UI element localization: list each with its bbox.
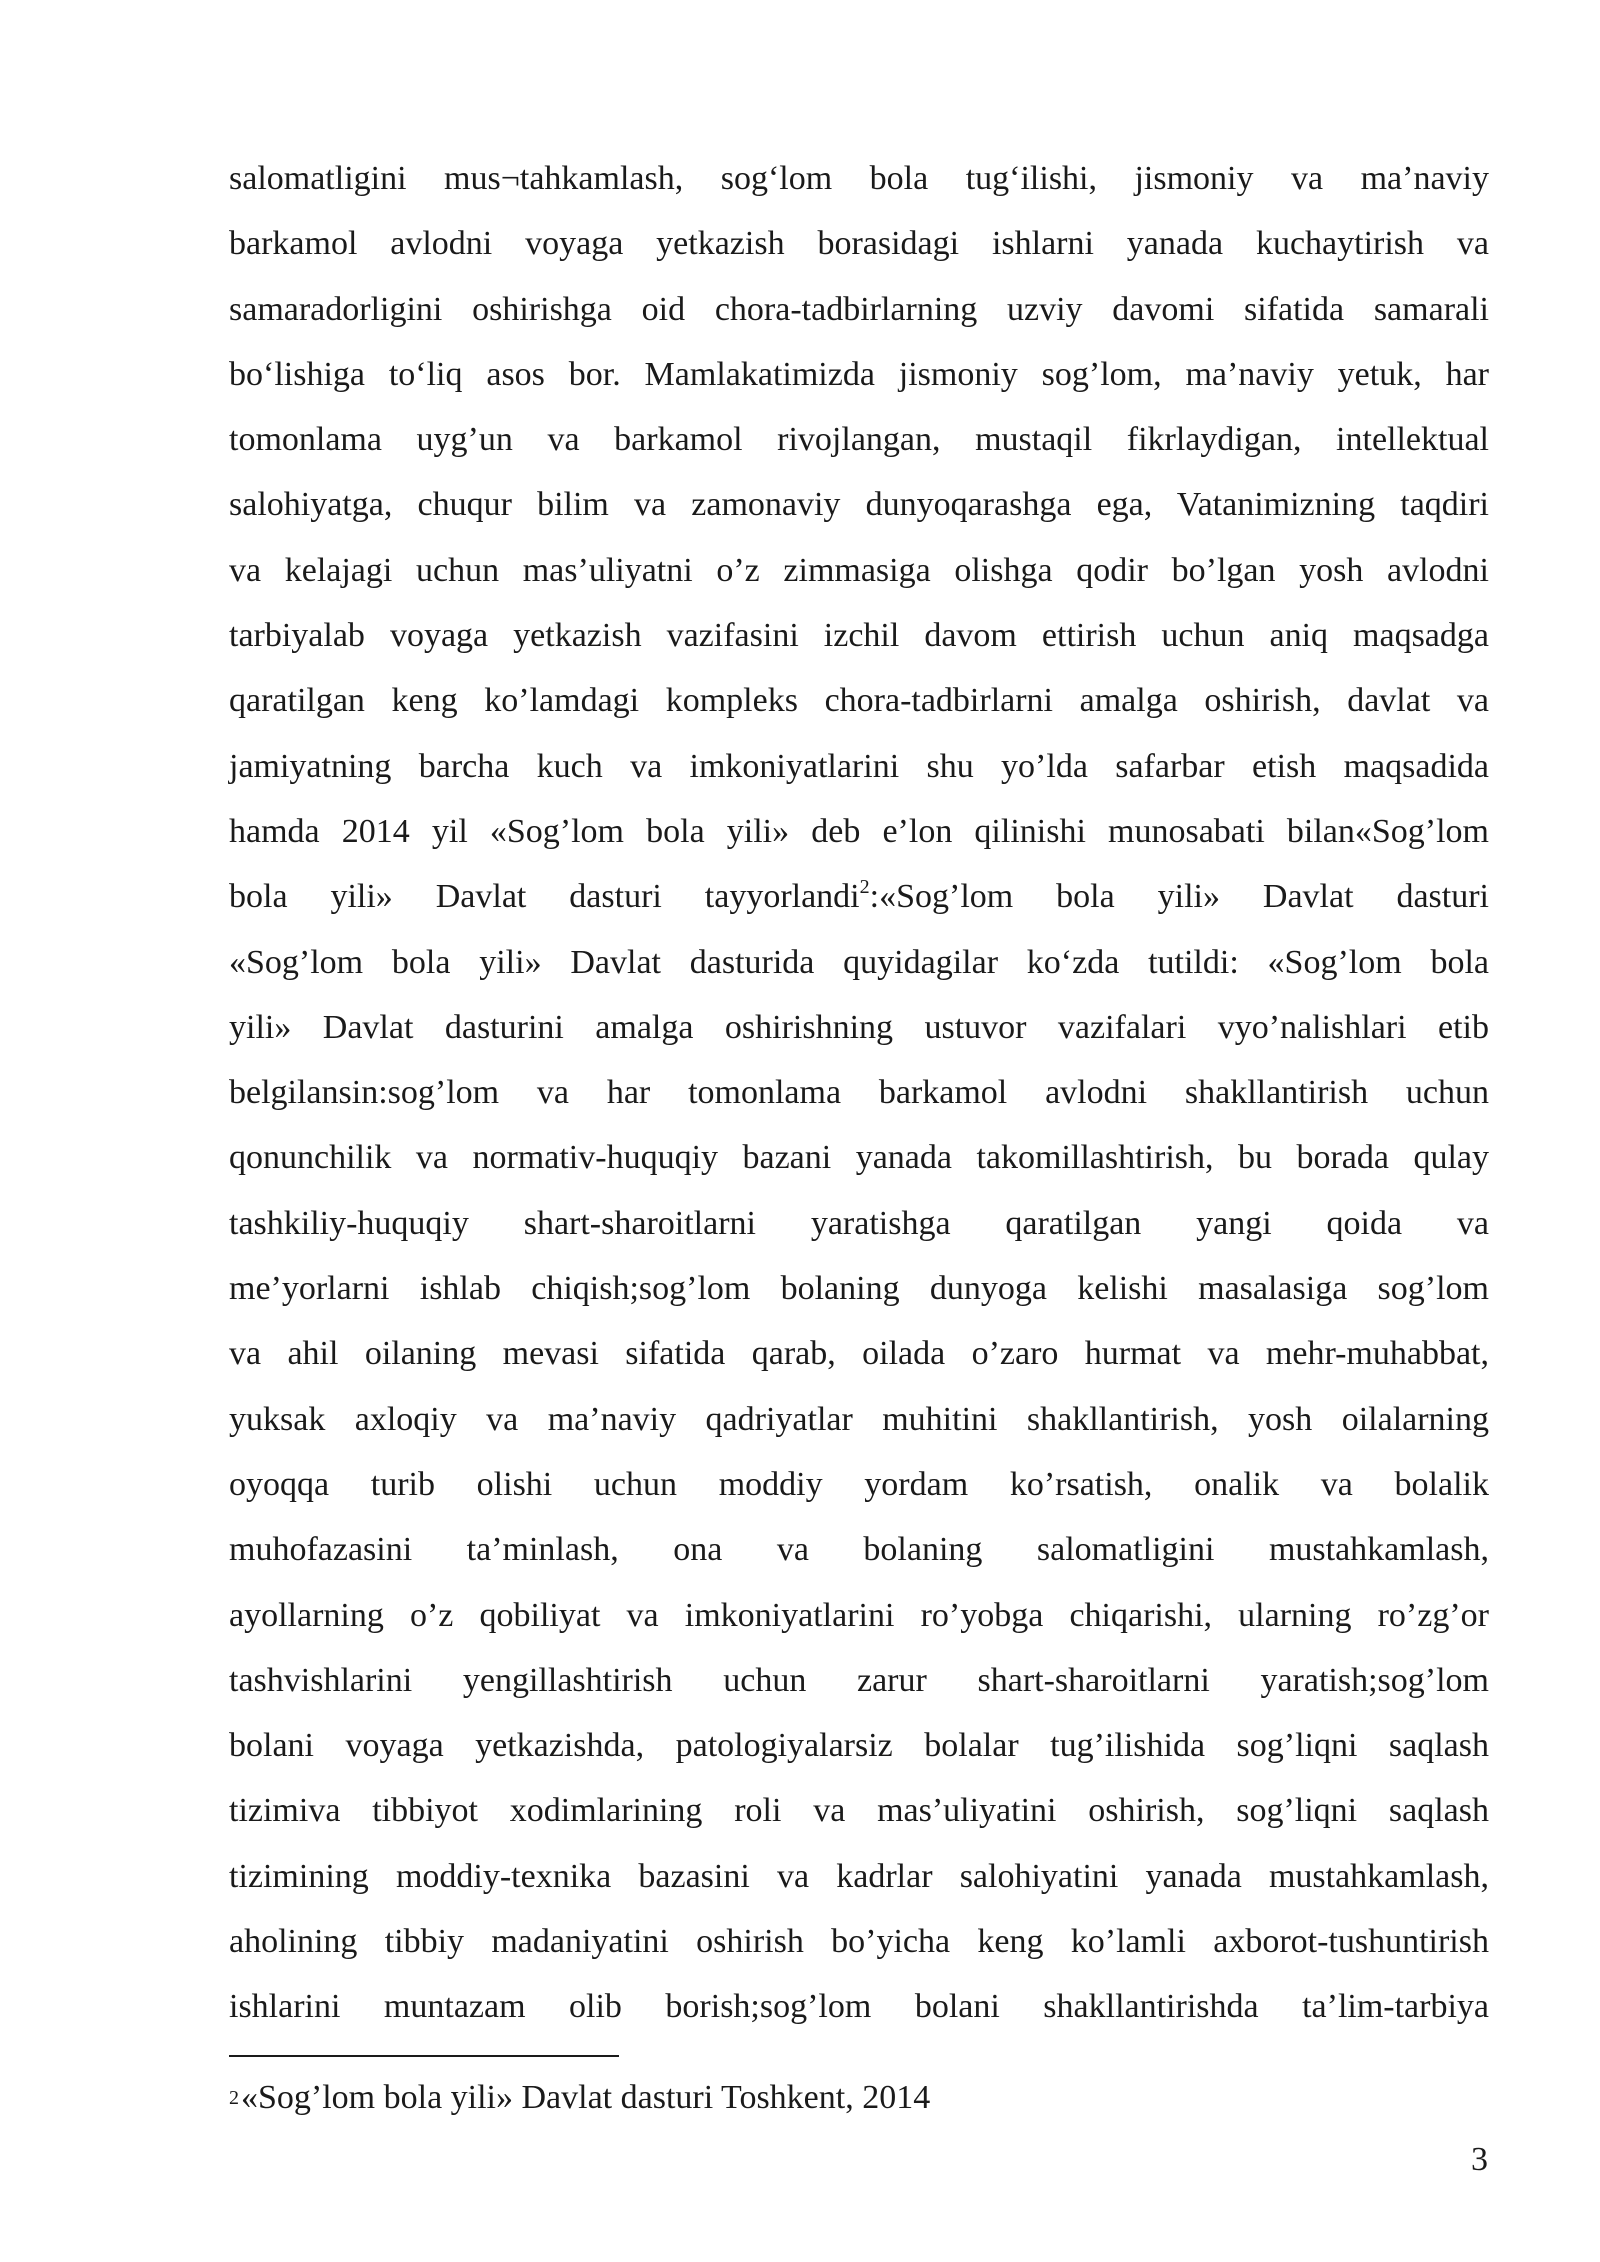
text-line: hamda 2014 yil «Sog’lom bola yili» deb e’lon qilinishi munosabati bilan«Sog’lom (229, 812, 1489, 850)
text-line: «Sog’lom bola yili» Davlat dasturida quyidagilar ko‘zda tutildi: «Sog’lom bola (229, 943, 1489, 981)
text-segment: :«Sog’lom bola yili» Davlat dasturi (869, 878, 1489, 916)
footnote-separator (229, 2055, 619, 2057)
footnote-mark: 2 (229, 2087, 239, 2109)
text-line: samaradorligini oshirishga oid chora-tadbirlarning uzviy davomi sifatida samarali (229, 290, 1489, 328)
body-text (229, 146, 1489, 2040)
footnote (229, 2078, 930, 2122)
text-line: bolani voyaga yetkazishda, patologiyalarsiz bolalar tug’ilishida sog’liqni saqlash (229, 1727, 1489, 1765)
text-line: tomonlama uyg’un va barkamol rivojlangan, mustaqil fikrlaydigan, intellektual (229, 421, 1489, 459)
footnote-reference[interactable]: 2 (859, 876, 870, 899)
text-line: barkamol avlodni voyaga yetkazish borasidagi ishlarni yanada kuchaytirish va (229, 225, 1489, 263)
text-line: tashvishlarini yengillashtirish uchun zarur shart-sharoitlarni yaratish;sog’lom (229, 1661, 1489, 1699)
text-line: va ahil oilaning mevasi sifatida qarab, oilada o’zaro hurmat va mehr-muhabbat, (229, 1335, 1489, 1373)
page-number: 3 (1471, 2141, 1488, 2178)
text-line: oyoqqa turib olishi uchun moddiy yordam ko’rsatish, onalik va bolalik (229, 1465, 1489, 1503)
text-line: salomatligini mus¬tahkamlash, sog‘lom bola tug‘ilishi, jismoniy va ma’naviy (229, 160, 1489, 197)
text-line-with-footnote-ref (229, 864, 1489, 929)
text-line: tizimiva tibbiyot xodimlarining roli va mas’uliyatini oshirish, sog’liqni saqlash (229, 1792, 1489, 1830)
text-line: tashkiliy-huquqiy shart-sharoitlarni yaratishga qaratilgan yangi qoida va (229, 1204, 1489, 1242)
text-line: tizimining moddiy-texnika bazasini va kadrlar salohiyatini yanada mustahkamlash, (229, 1857, 1489, 1895)
text-line: tarbiyalab voyaga yetkazish vazifasini izchil davom ettirish uchun aniq maqsadga (229, 617, 1489, 655)
text-line: salohiyatga, chuqur bilim va zamonaviy dunyoqarashga ega, Vatanimizning taqdiri (229, 486, 1489, 524)
text-line: yuksak axloqiy va ma’naviy qadriyatlar muhitini shakllantirish, yosh oilalarning (229, 1400, 1489, 1438)
text-line: qonunchilik va normativ-huquqiy bazani yanada takomillashtirish, bu borada qulay (229, 1139, 1489, 1177)
text-line: aholining tibbiy madaniyatini oshirish bo’yicha keng ko’lamli axborot-tushuntirish (229, 1923, 1489, 1961)
text-line: yili» Davlat dasturini amalga oshirishning ustuvor vazifalari vyo’nalishlari etib (229, 1008, 1489, 1046)
footnote-text: «Sog’lom bola yili» Davlat dasturi Toshkent, 2014 (241, 2079, 931, 2116)
text-line: bo‘lishiga to‘liq asos bor. Mamlakatimizda jismoniy sog’lom, ma’naviy yetuk, har (229, 355, 1489, 393)
text-line: va kelajagi uchun mas’uliyatni o’z zimmasiga olishga qodir bo’lgan yosh avlodni (229, 551, 1489, 589)
text-line: muhofazasini ta’minlash, ona va bolaning salomatligini mustahkamlash, (229, 1531, 1489, 1569)
text-line: qaratilgan keng ko’lamdagi kompleks chora-tadbirlarni amalga oshirish, davlat va (229, 682, 1489, 720)
text-line: belgilansin:sog’lom va har tomonlama barkamol avlodni shakllantirish uchun (229, 1074, 1489, 1112)
text-line: jamiyatning barcha kuch va imkoniyatlarini shu yo’lda safarbar etish maqsadida (229, 747, 1489, 785)
text-line: ishlarini muntazam olib borish;sog’lom bolani shakllantirishda ta’lim-tarbiya (229, 1988, 1489, 2026)
text-segment: bola yili» Davlat dasturi tayyorlandi (229, 878, 860, 916)
text-line: me’yorlarni ishlab chiqish;sog’lom bolaning dunyoga kelishi masalasiga sog’lom (229, 1270, 1489, 1308)
text-line: ayollarning o’z qobiliyat va imkoniyatlarini ro’yobga chiqarishi, ularning ro’zg’or (229, 1596, 1489, 1634)
